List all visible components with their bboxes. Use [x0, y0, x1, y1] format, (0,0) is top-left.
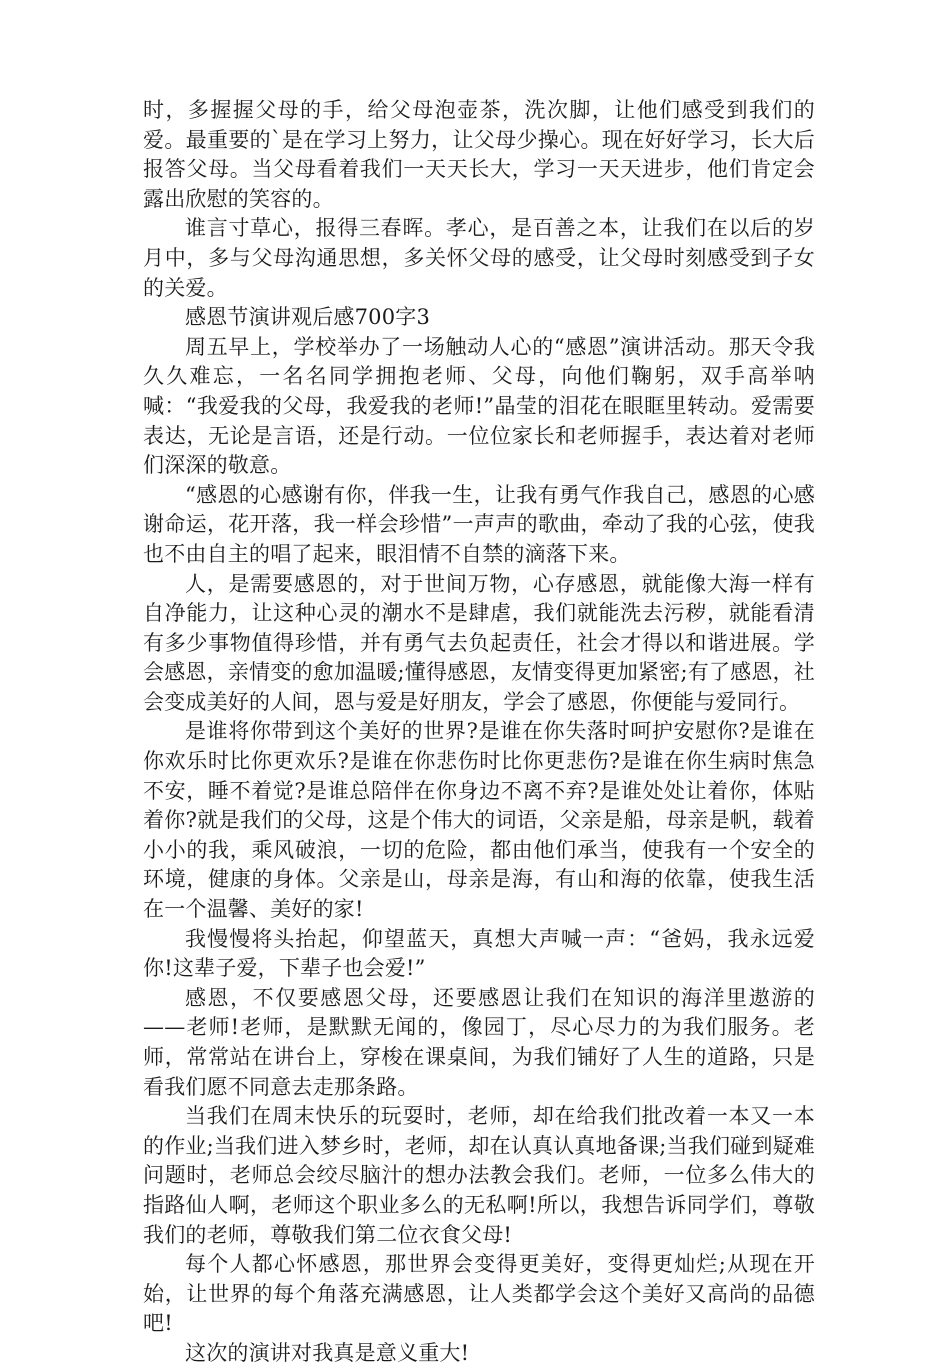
- paragraph-10: 每个人都心怀感恩，那世界会变得更美好，变得更灿烂;从现在开始，让世界的每个角落充满感恩，让人类都学会这个美好又高尚的品德吧!: [143, 1252, 815, 1336]
- paragraph-6: 是谁将你带到这个美好的世界?是谁在你失落时呵护安慰你?是谁在你欢乐时比你更欢乐?是谁在你悲伤时比你更悲伤?是谁在你生病时焦急不安，睡不着觉?是谁总陪伴在你身边不离不弃?是谁处处让着你，体贴着你?就是我们的父母，这是个伟大的词语，父亲是船，母亲是帆，载着小小的我，乘风破浪，一切的危险，都由他们承当，使我有一个安全的环境，健康的身体。父亲是山，母亲是海，有山和海的依靠，使我生活在一个温馨、美好的家!: [143, 719, 815, 922]
- document-page: [143, 96, 815, 1369]
- paragraph-9: 当我们在周末快乐的玩耍时，老师，却在给我们批改着一本又一本的作业;当我们进入梦乡时，老师，却在认真认真地备课;当我们碰到疑难问题时，老师总会绞尽脑汁的想办法教会我们。老师，一位多么伟大的指路仙人啊，老师这个职业多么的无私啊!所以，我想告诉同学们，尊敬我们的老师，尊敬我们第二位衣食父母!: [143, 1104, 815, 1247]
- paragraph-8: 感恩，不仅要感恩父母，还要感恩让我们在知识的海洋里遨游的——老师!老师，是默默无闻的，像园丁，尽心尽力的为我们服务。老师，常常站在讲台上，穿梭在课桌间，为我们铺好了人生的道路，只是看我们愿不同意去走那条路。: [143, 985, 815, 1099]
- paragraph-2: 谁言寸草心，报得三春晖。孝心，是百善之本，让我们在以后的岁月中，多与父母沟通思想，多关怀父母的感受，让父母时刻感受到子女的关爱。: [143, 216, 815, 300]
- paragraph-3: 周五早上，学校举办了一场触动人心的“感恩”演讲活动。那天令我久久难忘，一名名同学拥抱老师、父母，向他们鞠躬，双手高举呐喊：“我爱我的父母，我爱我的老师!”晶莹的泪花在眼眶里转动。爱需要表达，无论是言语，还是行动。一位位家长和老师握手，表达着对老师们深深的敬意。: [143, 334, 815, 478]
- paragraph-11: 这次的演讲对我真是意义重大!: [185, 1340, 470, 1365]
- paragraph-7: 我慢慢将头抬起，仰望蓝天，真想大声喊一声：“爸妈，我永远爱你!这辈子爱，下辈子也会爱!”: [143, 926, 815, 981]
- paragraph-4: “感恩的心感谢有你，伴我一生，让我有勇气作我自己，感恩的心感谢命运，花开落，我一样会珍惜”一声声的歌曲，牵动了我的心弦，使我也不由自主的唱了起来，眼泪情不自禁的滴落下来。: [143, 482, 815, 566]
- paragraph-5: 人，是需要感恩的，对于世间万物，心存感恩，就能像大海一样有自净能力，让这种心灵的潮水不是肆虐，我们就能洗去污秽，就能看清有多少事物值得珍惜，并有勇气去负起责任，社会才得以和谐进展。学会感恩，亲情变的愈加温暖;懂得感恩，友情变得更加紧密;有了感恩，社会变成美好的人间，恩与爱是好朋友，学会了感恩，你便能与爱同行。: [143, 571, 815, 714]
- paragraph-1: 时，多握握父母的手，给父母泡壶茶，洗次脚，让他们感受到我们的爱。最重要的`是在学习上努力，让父母少操心。现在好好学习，长大后报答父母。当父母看着我们一天天长大，学习一天天进步，他们肯定会露出欣慰的笑容的。: [143, 98, 815, 211]
- section-heading: 感恩节演讲观后感700字3: [185, 305, 431, 330]
